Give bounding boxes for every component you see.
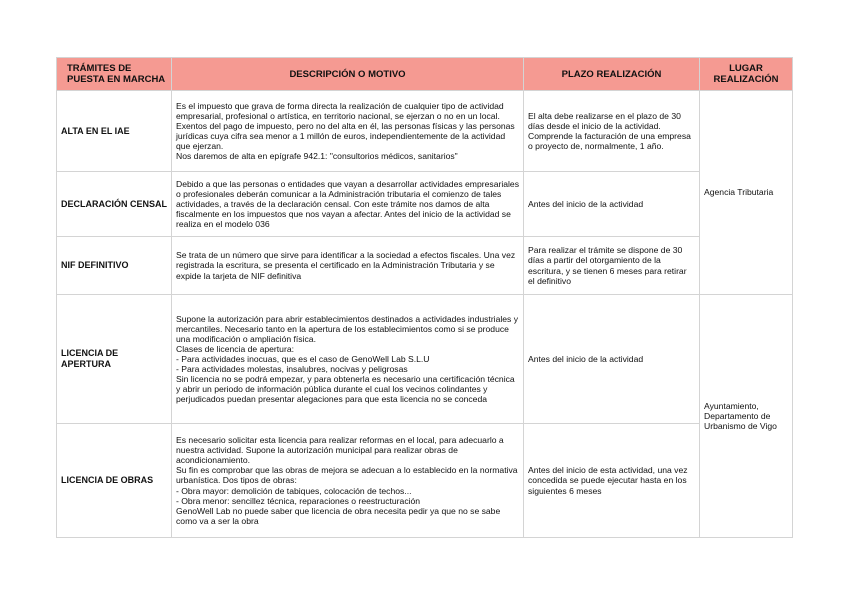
- description-bullet: - Para actividades molestas, insalubres, nocivas y peligrosas: [176, 364, 408, 375]
- tramite-plazo: Para realizar el trámite se dispone de 30 días a partir del otorgamiento de la escritura, y se tienen 6 meses para retirar el definitivo: [524, 237, 700, 295]
- lugar-ayuntamiento: Ayuntamiento, Departamento de Urbanismo de Vigo: [700, 295, 793, 538]
- table-row: [57, 295, 793, 424]
- description-bullet: - Obra menor: sencillez técnica, reparaciones o reestructuración: [176, 495, 421, 506]
- description-paragraph: Debido a que las personas o entidades que vayan a desarrollar actividades empresariales o profesionales deberán comunicar a la Administración tributaria el comienzo de tales actividades, a través de la declaración censal. Con este trámite nos damos de alta fiscalmente en los impuestos que nos vayan a afectar. Antes del inicio de la actividad se realiza en el modelo 036: [176, 178, 520, 230]
- table-row: [57, 91, 793, 172]
- description-paragraph: Se trata de un número que sirve para identificar a la sociedad a efectos fiscales. Una vez registrada la escritura, se presenta el certificado en la Administración Tributaria y se expide la tarjeta de NIF definitiva: [176, 250, 516, 281]
- tramite-name: NIF DEFINITIVO: [57, 237, 172, 295]
- table-row: [57, 237, 793, 295]
- tramite-description: [172, 172, 524, 237]
- description-paragraph: Su fin es comprobar que las obras de mejora se adecuan a lo establecido en la normativa urbanística. Dos tipos de obras:: [176, 465, 518, 486]
- description-bullet: - Para actividades inocuas, que es el caso de GenoWell Lab S.L.U: [176, 353, 430, 364]
- description-paragraph: GenoWell Lab no puede saber que licencia de obra necesita pedir ya que no se sabe como va a ser la obra: [176, 505, 501, 526]
- tramite-plazo: Antes del inicio de la actividad: [524, 172, 700, 237]
- header-row: [57, 58, 793, 91]
- tramite-plazo: Antes del inicio de la actividad: [524, 295, 700, 424]
- header-plazo: PLAZO REALIZACIÓN: [524, 58, 700, 91]
- description-paragraph: Supone la autorización para abrir establecimientos destinados a actividades industriales y mercantiles. Necesario tanto en la apertura de los establecimientos como si se produce una modificación o ampliación física.: [176, 313, 519, 344]
- tramite-description: [172, 424, 524, 538]
- table-row: [57, 424, 793, 538]
- description-paragraph: Es el impuesto que grava de forma directa la realización de cualquier tipo de actividad empresarial, profesional o artística, en territorio nacional, se ejerzan o no en un local. Exentos del pago de impuesto, pero no del alta en él, las personas físicas y las personas jurídicas cuya cifra sea menor a 1 millón de euros, independientemente de la actividad que ejerzan.: [176, 100, 515, 152]
- description-paragraph: Sin licencia no se podrá empezar, y para obtenerla es necesario una certificación técnica y abrir un periodo de información pública durante el cual los vecinos colindantes y perjudicados puedan presentar alegaciones para que esta licencia no se conceda: [176, 374, 515, 405]
- tramite-description: [172, 237, 524, 295]
- header-tramite: TRÁMITES DE PUESTA EN MARCHA: [57, 58, 172, 91]
- tramite-name: LICENCIA DE OBRAS: [57, 424, 172, 538]
- description-paragraph: Clases de licencia de apertura:: [176, 343, 294, 354]
- description-bullet: - Obra mayor: demolición de tabiques, colocación de techos...: [176, 485, 412, 496]
- table-row: [57, 172, 793, 237]
- lugar-agencia-tributaria: Agencia Tributaria: [700, 91, 793, 295]
- header-lugar: LUGAR REALIZACIÓN: [700, 58, 793, 91]
- tramite-description: [172, 91, 524, 172]
- tramite-name: ALTA EN EL IAE: [57, 91, 172, 172]
- tramites-table: [56, 57, 793, 538]
- header-descripcion: DESCRIPCIÓN O MOTIVO: [172, 58, 524, 91]
- tramite-description: [172, 295, 524, 424]
- tramite-plazo: Antes del inicio de esta actividad, una vez concedida se puede ejecutar hasta en los siguientes 6 meses: [524, 424, 700, 538]
- description-paragraph: Nos daremos de alta en epígrafe 942.1: "consultorios médicos, sanitarios": [176, 151, 458, 162]
- tramite-name: LICENCIA DE APERTURA: [57, 295, 172, 424]
- tramite-name: DECLARACIÓN CENSAL: [57, 172, 172, 237]
- tramite-plazo: El alta debe realizarse en el plazo de 30 días desde el inicio de la actividad. Comprende la facturación de una empresa o proyecto de, normalmente, 1 año.: [524, 91, 700, 172]
- description-paragraph: Es necesario solicitar esta licencia para realizar reformas en el local, para adecuarlo a nuestra actividad. Supone la autorización municipal para realizar obras de acondicionamiento.: [176, 435, 504, 466]
